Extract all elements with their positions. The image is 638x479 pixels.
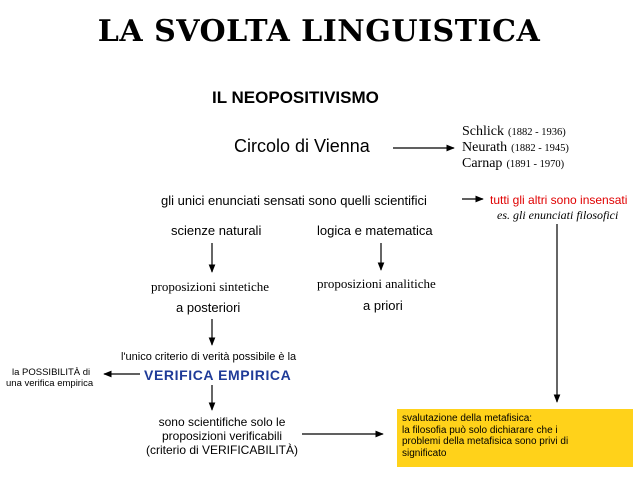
possibilita-verifica: la POSSIBILITÀ di [12, 367, 91, 378]
metafisica-line: problemi della metafisica sono privi di [402, 436, 569, 447]
member-name: Schlick [462, 124, 504, 139]
member-years: (1882 - 1936) [508, 127, 566, 138]
circolo-di-vienna: Circolo di Vienna [234, 136, 370, 156]
scienze-naturali: scienze naturali [171, 223, 262, 238]
verifica-empirica: VERIFICA EMPIRICA [144, 367, 292, 383]
member-name: Neurath [462, 140, 508, 155]
metafisica-line: la filosofia può solo dichiarare che i [402, 424, 558, 436]
a-priori: a priori [363, 298, 403, 313]
subtitle: IL NEOPOSITIVISMO [212, 88, 379, 107]
page-title: LA SVOLTA LINGUISTICA [97, 14, 541, 49]
proposizioni-sintetiche: proposizioni sintetiche [151, 279, 270, 294]
member-name: Carnap [462, 156, 503, 171]
criterio-verita: l'unico criterio di verità possibile è la [121, 351, 297, 363]
member-years: (1882 - 1945) [511, 143, 569, 154]
criterio-verificabilita: (criterio di VERIFICABILITÀ) [145, 443, 299, 457]
altri-insensati: tutti gli altri sono insensati [490, 193, 628, 207]
member-years: (1891 - 1970) [506, 159, 565, 170]
scientifiche-verificabili: sono scientifiche solo le [158, 415, 286, 429]
metafisica-line: significato [402, 447, 447, 459]
logica-matematica: logica e matematica [317, 223, 433, 238]
metafisica-line: svalutazione della metafisica: [402, 413, 533, 424]
proposizioni-analitiche: proposizioni analitiche [317, 276, 436, 291]
a-posteriori: a posteriori [176, 300, 241, 315]
esempio-filosofici: es. gli enunciati filosofici [497, 208, 619, 222]
enunciati-sensati: gli unici enunciati sensati sono quelli scientifici [161, 193, 427, 208]
possibilita-verifica-2: una verifica empirica [6, 378, 94, 389]
proposizioni-verificabili: proposizioni verificabili [161, 429, 283, 443]
